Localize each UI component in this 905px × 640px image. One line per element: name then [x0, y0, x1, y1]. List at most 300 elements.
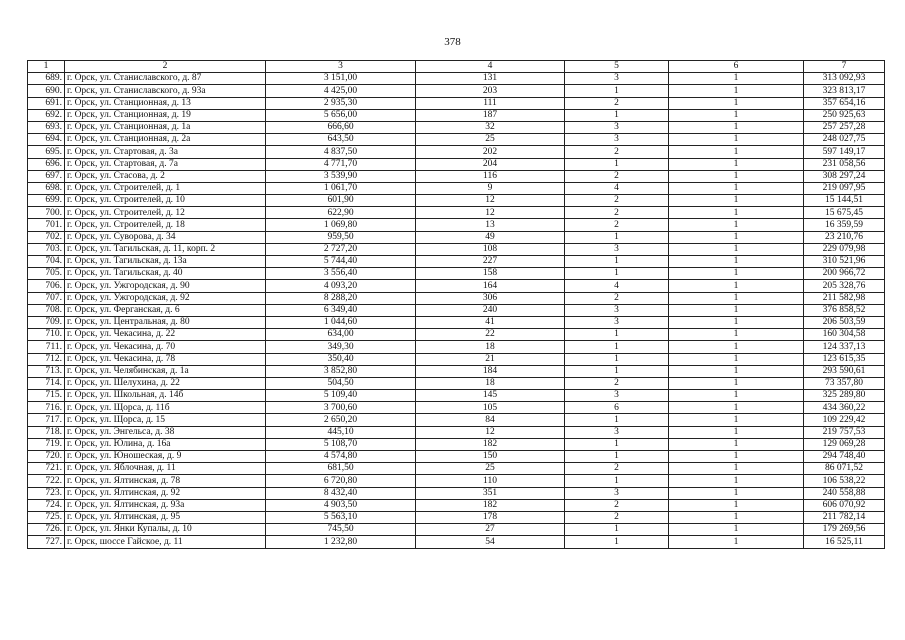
table-row — [28, 170, 885, 182]
cell-col-5-value: 2 — [565, 463, 669, 475]
cell-col-5-value: 2 — [565, 377, 669, 389]
cell-col-6-value: 1 — [669, 536, 804, 548]
cell-amount: 109 229,42 — [804, 414, 885, 426]
table-row — [28, 511, 885, 523]
cell-col-5-value: 2 — [565, 219, 669, 231]
column-header: 7 — [804, 61, 885, 73]
cell-col-5-value: 2 — [565, 292, 669, 304]
cell-col-6-value: 1 — [669, 121, 804, 133]
cell-row-number: 711. — [28, 341, 65, 353]
cell-amount: 73 357,80 — [804, 377, 885, 389]
cell-residents: 202 — [416, 146, 565, 158]
cell-amount: 357 654,16 — [804, 97, 885, 109]
table-row — [28, 243, 885, 255]
cell-area: 2 727,20 — [266, 243, 416, 255]
cell-residents: 204 — [416, 158, 565, 170]
cell-col-5-value: 1 — [565, 341, 669, 353]
cell-col-6-value: 1 — [669, 414, 804, 426]
cell-address: г. Орск, ул. Щорса, д. 11б — [65, 402, 266, 414]
cell-residents: 27 — [416, 524, 565, 536]
cell-address: г. Орск, ул. Строителей, д. 1 — [65, 182, 266, 194]
cell-row-number: 701. — [28, 219, 65, 231]
cell-col-5-value: 2 — [565, 207, 669, 219]
cell-address: г. Орск, ул. Тагильская, д. 13а — [65, 256, 266, 268]
cell-area: 8 288,20 — [266, 292, 416, 304]
cell-col-5-value: 1 — [565, 158, 669, 170]
cell-col-6-value: 1 — [669, 365, 804, 377]
cell-amount: 310 521,96 — [804, 256, 885, 268]
table-row — [28, 316, 885, 328]
cell-row-number: 707. — [28, 292, 65, 304]
cell-address: г. Орск, ул. Ялтинская, д. 78 — [65, 475, 266, 487]
cell-address: г. Орск, ул. Чекасина, д. 78 — [65, 353, 266, 365]
cell-area: 4 574,80 — [266, 451, 416, 463]
table-row — [28, 280, 885, 292]
page-number: 378 — [444, 36, 461, 48]
cell-address: г. Орск, ул. Ужгородская, д. 90 — [65, 280, 266, 292]
cell-amount: 106 538,22 — [804, 475, 885, 487]
cell-col-6-value: 1 — [669, 341, 804, 353]
cell-row-number: 710. — [28, 329, 65, 341]
cell-row-number: 689. — [28, 73, 65, 85]
cell-row-number: 713. — [28, 365, 65, 377]
cell-area: 622,90 — [266, 207, 416, 219]
cell-amount: 313 092,93 — [804, 73, 885, 85]
cell-address: г. Орск, ул. Янки Купалы, д. 10 — [65, 524, 266, 536]
cell-area: 745,50 — [266, 524, 416, 536]
cell-area: 1 232,80 — [266, 536, 416, 548]
cell-row-number: 726. — [28, 524, 65, 536]
cell-area: 3 700,60 — [266, 402, 416, 414]
cell-row-number: 709. — [28, 316, 65, 328]
cell-amount: 205 328,76 — [804, 280, 885, 292]
cell-address: г. Орск, ул. Строителей, д. 18 — [65, 219, 266, 231]
cell-address: г. Орск, ул. Станиславского, д. 93а — [65, 85, 266, 97]
cell-col-6-value: 1 — [669, 158, 804, 170]
cell-area: 601,90 — [266, 195, 416, 207]
cell-col-6-value: 1 — [669, 219, 804, 231]
cell-residents: 12 — [416, 207, 565, 219]
cell-amount: 219 097,95 — [804, 182, 885, 194]
table-row — [28, 182, 885, 194]
table-row — [28, 365, 885, 377]
cell-row-number: 714. — [28, 377, 65, 389]
cell-address: г. Орск, ул. Строителей, д. 12 — [65, 207, 266, 219]
cell-area: 5 656,00 — [266, 109, 416, 121]
cell-col-6-value: 1 — [669, 438, 804, 450]
cell-amount: 250 925,63 — [804, 109, 885, 121]
cell-amount: 325 289,80 — [804, 390, 885, 402]
cell-row-number: 702. — [28, 231, 65, 243]
cell-col-5-value: 2 — [565, 499, 669, 511]
cell-residents: 41 — [416, 316, 565, 328]
table-row — [28, 268, 885, 280]
cell-col-6-value: 1 — [669, 463, 804, 475]
cell-residents: 12 — [416, 195, 565, 207]
cell-col-6-value: 1 — [669, 146, 804, 158]
cell-col-6-value: 1 — [669, 426, 804, 438]
table-row — [28, 438, 885, 450]
table-row — [28, 134, 885, 146]
cell-col-5-value: 2 — [565, 170, 669, 182]
column-header: 3 — [266, 61, 416, 73]
cell-address: г. Орск, ул. Центральная, д. 80 — [65, 316, 266, 328]
table-row — [28, 536, 885, 548]
cell-row-number: 692. — [28, 109, 65, 121]
cell-address: г. Орск, ул. Стасова, д. 2 — [65, 170, 266, 182]
table-row — [28, 426, 885, 438]
cell-area: 3 151,00 — [266, 73, 416, 85]
cell-amount: 23 210,76 — [804, 231, 885, 243]
cell-row-number: 694. — [28, 134, 65, 146]
cell-amount: 15 144,51 — [804, 195, 885, 207]
cell-address: г. Орск, ул. Суворова, д. 34 — [65, 231, 266, 243]
cell-amount: 294 748,40 — [804, 451, 885, 463]
cell-col-6-value: 1 — [669, 475, 804, 487]
cell-amount: 179 269,56 — [804, 524, 885, 536]
cell-residents: 178 — [416, 511, 565, 523]
table-row — [28, 390, 885, 402]
cell-amount: 160 304,58 — [804, 329, 885, 341]
table-row — [28, 73, 885, 85]
cell-row-number: 706. — [28, 280, 65, 292]
cell-row-number: 699. — [28, 195, 65, 207]
table-row — [28, 256, 885, 268]
cell-col-5-value: 3 — [565, 121, 669, 133]
cell-row-number: 715. — [28, 390, 65, 402]
cell-address: г. Орск, ул. Челябинская, д. 1а — [65, 365, 266, 377]
cell-row-number: 719. — [28, 438, 65, 450]
cell-col-5-value: 1 — [565, 414, 669, 426]
cell-area: 4 837,50 — [266, 146, 416, 158]
cell-col-6-value: 1 — [669, 231, 804, 243]
cell-row-number: 708. — [28, 304, 65, 316]
cell-col-5-value: 1 — [565, 231, 669, 243]
cell-col-5-value: 1 — [565, 256, 669, 268]
cell-col-6-value: 1 — [669, 109, 804, 121]
cell-row-number: 717. — [28, 414, 65, 426]
cell-row-number: 727. — [28, 536, 65, 548]
cell-residents: 240 — [416, 304, 565, 316]
table-row — [28, 341, 885, 353]
cell-amount: 219 757,53 — [804, 426, 885, 438]
cell-area: 3 556,40 — [266, 268, 416, 280]
cell-residents: 12 — [416, 426, 565, 438]
cell-address: г. Орск, ул. Станционная, д. 19 — [65, 109, 266, 121]
cell-residents: 227 — [416, 256, 565, 268]
cell-col-6-value: 1 — [669, 451, 804, 463]
cell-area: 4 425,00 — [266, 85, 416, 97]
cell-amount: 376 858,52 — [804, 304, 885, 316]
cell-residents: 131 — [416, 73, 565, 85]
cell-address: г. Орск, ул. Ужгородская, д. 92 — [65, 292, 266, 304]
cell-col-5-value: 3 — [565, 73, 669, 85]
cell-row-number: 698. — [28, 182, 65, 194]
cell-address: г. Орск, ул. Станиславского, д. 87 — [65, 73, 266, 85]
cell-address: г. Орск, ул. Станционная, д. 2а — [65, 134, 266, 146]
cell-residents: 351 — [416, 487, 565, 499]
cell-row-number: 703. — [28, 243, 65, 255]
cell-amount: 434 360,22 — [804, 402, 885, 414]
cell-row-number: 695. — [28, 146, 65, 158]
cell-residents: 116 — [416, 170, 565, 182]
cell-residents: 105 — [416, 402, 565, 414]
cell-area: 643,50 — [266, 134, 416, 146]
table-row — [28, 329, 885, 341]
cell-col-6-value: 1 — [669, 524, 804, 536]
cell-area: 681,50 — [266, 463, 416, 475]
table-row — [28, 463, 885, 475]
cell-area: 504,50 — [266, 377, 416, 389]
table-row — [28, 219, 885, 231]
table-row — [28, 85, 885, 97]
cell-row-number: 725. — [28, 511, 65, 523]
cell-amount: 206 503,59 — [804, 316, 885, 328]
cell-residents: 110 — [416, 475, 565, 487]
cell-row-number: 696. — [28, 158, 65, 170]
cell-col-6-value: 1 — [669, 134, 804, 146]
table-row — [28, 158, 885, 170]
cell-residents: 49 — [416, 231, 565, 243]
cell-address: г. Орск, шоссе Гайское, д. 11 — [65, 536, 266, 548]
table-row — [28, 97, 885, 109]
cell-residents: 108 — [416, 243, 565, 255]
table-row — [28, 402, 885, 414]
cell-area: 5 108,70 — [266, 438, 416, 450]
cell-row-number: 723. — [28, 487, 65, 499]
cell-col-6-value: 1 — [669, 511, 804, 523]
cell-col-5-value: 3 — [565, 426, 669, 438]
cell-area: 4 903,50 — [266, 499, 416, 511]
cell-row-number: 724. — [28, 499, 65, 511]
cell-address: г. Орск, ул. Тагильская, д. 40 — [65, 268, 266, 280]
cell-col-6-value: 1 — [669, 390, 804, 402]
table-row — [28, 451, 885, 463]
cell-col-5-value: 1 — [565, 451, 669, 463]
column-header: 4 — [416, 61, 565, 73]
cell-col-6-value: 1 — [669, 85, 804, 97]
cell-residents: 187 — [416, 109, 565, 121]
cell-row-number: 704. — [28, 256, 65, 268]
cell-row-number: 716. — [28, 402, 65, 414]
table-row — [28, 231, 885, 243]
cell-col-6-value: 1 — [669, 170, 804, 182]
cell-col-5-value: 1 — [565, 536, 669, 548]
cell-amount: 211 782,14 — [804, 511, 885, 523]
cell-col-6-value: 1 — [669, 292, 804, 304]
cell-area: 349,30 — [266, 341, 416, 353]
cell-amount: 200 966,72 — [804, 268, 885, 280]
cell-residents: 164 — [416, 280, 565, 292]
cell-col-5-value: 6 — [565, 402, 669, 414]
cell-col-6-value: 1 — [669, 353, 804, 365]
cell-col-5-value: 2 — [565, 511, 669, 523]
table-row — [28, 414, 885, 426]
cell-col-6-value: 1 — [669, 195, 804, 207]
cell-amount: 293 590,61 — [804, 365, 885, 377]
cell-row-number: 712. — [28, 353, 65, 365]
cell-col-6-value: 1 — [669, 268, 804, 280]
cell-amount: 123 615,35 — [804, 353, 885, 365]
cell-residents: 145 — [416, 390, 565, 402]
table-row — [28, 146, 885, 158]
cell-area: 2 935,30 — [266, 97, 416, 109]
cell-address: г. Орск, ул. Стартовая, д. 7а — [65, 158, 266, 170]
column-header: 2 — [65, 61, 266, 73]
cell-col-5-value: 3 — [565, 316, 669, 328]
cell-area: 350,40 — [266, 353, 416, 365]
cell-amount: 308 297,24 — [804, 170, 885, 182]
cell-amount: 597 149,17 — [804, 146, 885, 158]
header-row — [28, 61, 885, 73]
cell-row-number: 690. — [28, 85, 65, 97]
cell-col-6-value: 1 — [669, 402, 804, 414]
cell-area: 1 069,80 — [266, 219, 416, 231]
cell-col-5-value: 1 — [565, 109, 669, 121]
cell-col-6-value: 1 — [669, 97, 804, 109]
cell-amount: 257 257,28 — [804, 121, 885, 133]
cell-amount: 16 525,11 — [804, 536, 885, 548]
cell-amount: 15 675,45 — [804, 207, 885, 219]
cell-area: 4 771,70 — [266, 158, 416, 170]
cell-row-number: 697. — [28, 170, 65, 182]
cell-col-6-value: 1 — [669, 73, 804, 85]
cell-amount: 86 071,52 — [804, 463, 885, 475]
cell-residents: 18 — [416, 377, 565, 389]
table-row — [28, 524, 885, 536]
cell-residents: 25 — [416, 134, 565, 146]
cell-area: 1 061,70 — [266, 182, 416, 194]
cell-row-number: 721. — [28, 463, 65, 475]
cell-amount: 231 058,56 — [804, 158, 885, 170]
cell-col-5-value: 3 — [565, 243, 669, 255]
cell-col-5-value: 2 — [565, 195, 669, 207]
cell-col-5-value: 1 — [565, 475, 669, 487]
cell-area: 3 539,90 — [266, 170, 416, 182]
cell-col-6-value: 1 — [669, 329, 804, 341]
cell-col-6-value: 1 — [669, 256, 804, 268]
cell-address: г. Орск, ул. Тагильская, д. 11, корп. 2 — [65, 243, 266, 255]
cell-amount: 124 337,13 — [804, 341, 885, 353]
cell-address: г. Орск, ул. Юношеская, д. 9 — [65, 451, 266, 463]
cell-address: г. Орск, ул. Стартовая, д. 3а — [65, 146, 266, 158]
cell-amount: 248 027,75 — [804, 134, 885, 146]
housing-registry-table — [27, 60, 885, 549]
cell-col-5-value: 1 — [565, 438, 669, 450]
cell-col-5-value: 3 — [565, 390, 669, 402]
cell-area: 6 349,40 — [266, 304, 416, 316]
cell-address: г. Орск, ул. Школьная, д. 14б — [65, 390, 266, 402]
cell-col-5-value: 2 — [565, 146, 669, 158]
cell-col-5-value: 3 — [565, 134, 669, 146]
cell-residents: 25 — [416, 463, 565, 475]
cell-amount: 211 582,98 — [804, 292, 885, 304]
cell-area: 6 720,80 — [266, 475, 416, 487]
table-row — [28, 377, 885, 389]
cell-col-6-value: 1 — [669, 280, 804, 292]
cell-col-6-value: 1 — [669, 316, 804, 328]
cell-amount: 129 069,28 — [804, 438, 885, 450]
cell-col-6-value: 1 — [669, 304, 804, 316]
cell-col-6-value: 1 — [669, 487, 804, 499]
cell-area: 5 744,40 — [266, 256, 416, 268]
cell-area: 8 432,40 — [266, 487, 416, 499]
cell-col-5-value: 1 — [565, 329, 669, 341]
table-row — [28, 109, 885, 121]
cell-address: г. Орск, ул. Ферганская, д. 6 — [65, 304, 266, 316]
cell-residents: 84 — [416, 414, 565, 426]
cell-col-5-value: 3 — [565, 304, 669, 316]
cell-address: г. Орск, ул. Юлина, д. 16а — [65, 438, 266, 450]
cell-residents: 9 — [416, 182, 565, 194]
table-row — [28, 292, 885, 304]
cell-amount: 606 070,92 — [804, 499, 885, 511]
table-body — [28, 73, 885, 548]
cell-address: г. Орск, ул. Чекасина, д. 70 — [65, 341, 266, 353]
cell-area: 4 093,20 — [266, 280, 416, 292]
table-row — [28, 353, 885, 365]
cell-residents: 158 — [416, 268, 565, 280]
cell-area: 666,60 — [266, 121, 416, 133]
cell-amount: 323 813,17 — [804, 85, 885, 97]
cell-col-5-value: 4 — [565, 182, 669, 194]
cell-area: 5 563,10 — [266, 511, 416, 523]
cell-area: 1 044,60 — [266, 316, 416, 328]
cell-residents: 13 — [416, 219, 565, 231]
cell-area: 2 650,20 — [266, 414, 416, 426]
cell-address: г. Орск, ул. Ялтинская, д. 95 — [65, 511, 266, 523]
cell-col-6-value: 1 — [669, 499, 804, 511]
table-row — [28, 121, 885, 133]
cell-row-number: 693. — [28, 121, 65, 133]
table-row — [28, 487, 885, 499]
cell-residents: 18 — [416, 341, 565, 353]
table-row — [28, 195, 885, 207]
cell-address: г. Орск, ул. Шелухина, д. 22 — [65, 377, 266, 389]
table-row — [28, 475, 885, 487]
column-header: 6 — [669, 61, 804, 73]
cell-amount: 229 079,98 — [804, 243, 885, 255]
table-row — [28, 499, 885, 511]
cell-col-5-value: 1 — [565, 524, 669, 536]
cell-residents: 54 — [416, 536, 565, 548]
cell-residents: 182 — [416, 499, 565, 511]
cell-address: г. Орск, ул. Яблочная, д. 11 — [65, 463, 266, 475]
cell-col-5-value: 1 — [565, 365, 669, 377]
cell-residents: 21 — [416, 353, 565, 365]
cell-residents: 184 — [416, 365, 565, 377]
cell-amount: 240 558,88 — [804, 487, 885, 499]
cell-row-number: 720. — [28, 451, 65, 463]
cell-amount: 16 359,59 — [804, 219, 885, 231]
column-header: 5 — [565, 61, 669, 73]
cell-address: г. Орск, ул. Ялтинская, д. 92 — [65, 487, 266, 499]
table-row — [28, 207, 885, 219]
cell-area: 634,00 — [266, 329, 416, 341]
cell-col-5-value: 3 — [565, 487, 669, 499]
cell-col-6-value: 1 — [669, 243, 804, 255]
cell-area: 3 852,80 — [266, 365, 416, 377]
cell-address: г. Орск, ул. Энгельса, д. 38 — [65, 426, 266, 438]
cell-col-6-value: 1 — [669, 182, 804, 194]
cell-area: 445,10 — [266, 426, 416, 438]
cell-residents: 150 — [416, 451, 565, 463]
cell-residents: 306 — [416, 292, 565, 304]
cell-col-6-value: 1 — [669, 207, 804, 219]
cell-address: г. Орск, ул. Щорса, д. 15 — [65, 414, 266, 426]
cell-address: г. Орск, ул. Станционная, д. 1а — [65, 121, 266, 133]
cell-address: г. Орск, ул. Чекасина, д. 22 — [65, 329, 266, 341]
